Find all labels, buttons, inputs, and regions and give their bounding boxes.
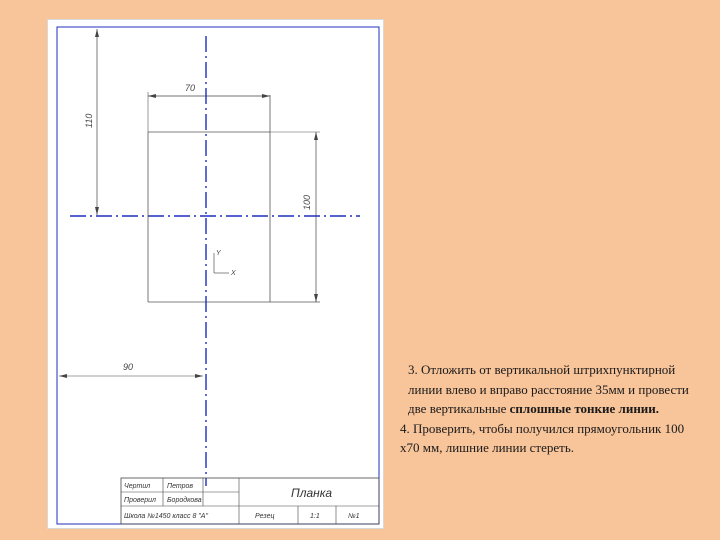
arrow-down-icon	[95, 207, 99, 215]
title-block-role-2: Проверил	[124, 497, 156, 504]
drawing-frame	[57, 27, 379, 524]
title-block-school: Школа №1450 класс 8 "А"	[124, 513, 208, 520]
arrow-up-icon	[314, 132, 318, 140]
arrow-up-icon	[95, 29, 99, 37]
step-3	[400, 360, 705, 419]
arrow-down-icon	[314, 294, 318, 302]
title-block	[121, 478, 379, 524]
title-block-scale-value: 1:1	[310, 513, 320, 520]
step-4: 4. Проверить, чтобы получился прямоугольник 100 х70 мм, лишние линии стереть.	[400, 420, 685, 455]
step-3-bold: сплошные тонкие линии.	[509, 401, 660, 416]
title-block-role-1: Чертил	[124, 483, 151, 490]
title-block-name-1: Петров	[167, 483, 194, 490]
title-block-title: Планка	[291, 486, 333, 500]
instructions-text	[400, 360, 705, 458]
title-block-scale-label: Резец	[255, 513, 275, 520]
arrow-left-icon	[59, 374, 67, 378]
arrow-right-icon	[195, 374, 203, 378]
left-height-dimension-label: 110	[84, 113, 94, 128]
width-dimension-label: 70	[185, 83, 196, 93]
step-3-text: 3. Отложить от вертикальной штрихпунктирной линии влево и вправо расстояние 35мм и провести две вертикальные	[408, 362, 689, 416]
title-block-name-2: Бородкова	[167, 497, 202, 504]
arrow-left-icon	[148, 94, 156, 98]
arrow-right-icon	[262, 94, 270, 98]
y-axis-label: Y	[216, 250, 221, 257]
drawing-sheet	[47, 19, 384, 529]
right-height-dimension-label: 100	[302, 194, 312, 210]
x-axis-label: X	[231, 270, 236, 277]
technical-drawing	[48, 20, 383, 528]
bottom-offset-dimension-label: 90	[123, 362, 134, 372]
title-block-sheet-number: №1	[348, 513, 360, 520]
